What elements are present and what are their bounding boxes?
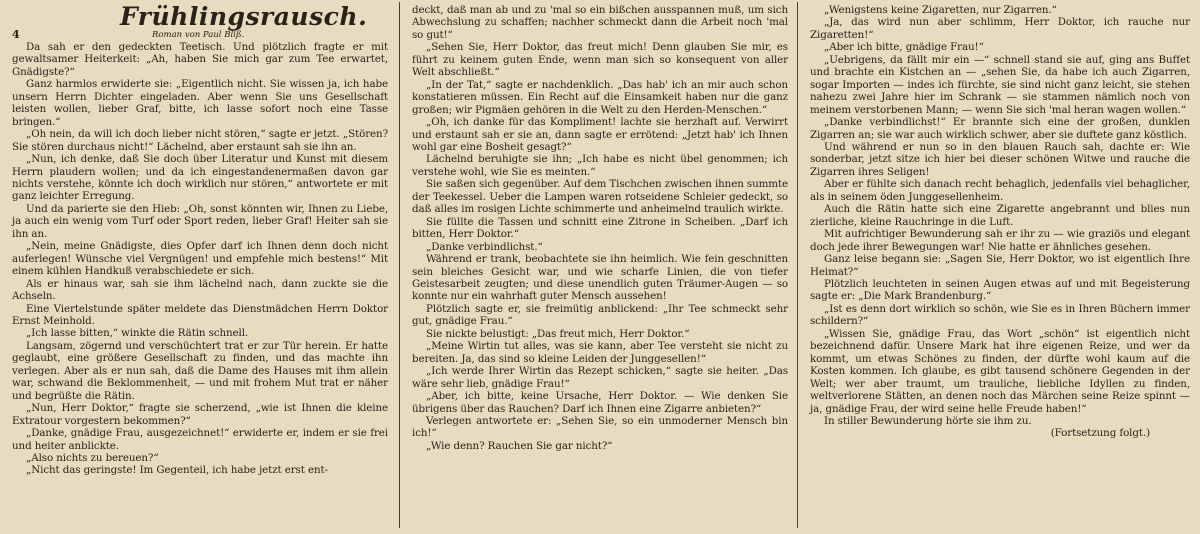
paragraph: „Nein, meine Gnädigste, dies Opfer darf ich Ihnen denn doch nicht auferlegen! Wünsche viel Vergnügen! und empfehle mich bestens!“ Mit einem kühlen Handkuß verabschiedete er sich. xyxy=(12,240,388,278)
paragraph: „Aber ich bitte, gnädige Frau!“ xyxy=(824,41,984,54)
paragraph: Ganz leise begann sie: „Sagen Sie, Herr Doktor, wo ist eigentlich Ihre Heimat?“ xyxy=(810,253,1190,278)
paragraph: Auch die Rätin hatte sich eine Zigarette angebrannt und blies nun zierliche, kleine Rauchringe in die Luft. xyxy=(810,203,1190,228)
paragraph: „Meine Wirtin tut alles, was sie kann, aber Tee versteht sie nicht zu bereiten. Ja, das sind so kleine Leiden der Junggesellen!“ xyxy=(412,340,788,365)
paragraph: „Wie denn? Rauchen Sie gar nicht?“ xyxy=(426,439,613,452)
column-2-text xyxy=(412,4,788,452)
paragraph: Lächelnd beruhigte sie ihn; „Ich habe es nicht übel genommen; ich verstehe wohl, wie Sie es meinten.“ xyxy=(412,153,788,178)
paragraph: In stiller Bewunderung hörte sie ihm zu. xyxy=(824,414,1032,427)
paragraph: „In der Tat,“ sagte er nachdenklich. „Das hab' ich an mir auch schon konstatieren müssen. Ein Recht auf die Einsamkeit haben nur die ganz großen; wir Pigmäen gehören in die Welt zu den Herden-Menschen.“ xyxy=(412,78,788,116)
paragraph: „Ist es denn dort wirklich so schön, wie Sie es in Ihren Büchern immer schildern?“ xyxy=(810,302,1190,328)
paragraph: „Ich werde Ihrer Wirtin das Rezept schicken,“ sagte sie heiter. „Das wäre sehr lieb, gnädige Frau!“ xyxy=(412,365,788,390)
paragraph: „Oh nein, da will ich doch lieber nicht stören,“ sagte er jetzt. „Stören? Sie stören durchaus nicht!“ Lächelnd, aber erstaunt sah sie ihn an. xyxy=(12,128,388,153)
paragraph: Und während er nun so in den blauen Rauch sah, dachte er: Wie sonderbar, jetzt sitze ich hier bei dieser schönen Witwe und rauche die Zigarren ihres Seligen! xyxy=(810,140,1190,178)
paragraph: „Aber, ich bitte, keine Ursache, Herr Doktor. — Wie denken Sie übrigens über das Rauchen? Darf ich Ihnen eine Zigarre anbieten?“ xyxy=(412,390,788,415)
paragraph: „Nun, Herr Doktor,“ fragte sie scherzend, „wie ist Ihnen die kleine Extratour vorgestern bekommen?“ xyxy=(12,402,388,427)
paragraph: „Nun, ich denke, daß Sie doch über Literatur und Kunst mit diesem Herrn plaudern wollen; und da ich eingestandenermaßen davon gar nichts verstehe, könnte ich doch wirklich nur stören,“ antwortete er mit ganz leichter Erregung. xyxy=(12,153,388,203)
page-marker: 4 xyxy=(12,28,20,41)
paragraph: „Danke verbindlichst.“ xyxy=(426,240,543,253)
column-2 xyxy=(400,0,798,534)
continuation-note: (Fortsetzung folgt.) xyxy=(1050,427,1150,440)
paragraph: Langsam, zögernd und verschüchtert trat er zur Tür herein. Er hatte geglaubt, eine größere Gesellschaft zu finden, und das machte ihn verlegen. Aber als er nun sah, daß die Dame des Hauses mit ihm allein war, schwand die Beklommenheit, — und mit frohem Mut trat er näher und begrüßte die Rätin. xyxy=(12,339,388,402)
article-title: Frühlingsrausch. xyxy=(120,2,368,31)
paragraph: Sie füllte die Tassen und schnitt eine Zitrone in Scheiben. „Darf ich bitten, Herr Doktor.“ xyxy=(412,215,788,241)
paragraph: Verlegen antwortete er: „Sehen Sie, so ein unmoderner Mensch bin ich!“ xyxy=(412,414,788,440)
paragraph: Aber er fühlte sich danach recht behaglich, jedenfalls viel behaglicher, als in seinem öden Junggesellenheim. xyxy=(810,178,1190,203)
paragraph: Plötzlich leuchteten in seinen Augen etwas auf und mit Begeisterung sagte er: „Die Mark Brandenburg.“ xyxy=(810,277,1190,303)
paragraph: Ganz harmlos erwiderte sie: „Eigentlich nicht. Sie wissen ja, ich habe unsern Herrn Dichter eingeladen. Aber wenn Sie uns Gesellschaft leisten wollen, lieber Graf, bitte, ich lasse sofort noch eine Tasse bringen.“ xyxy=(12,78,388,128)
paragraph: Sie saßen sich gegenüber. Auf dem Tischchen zwischen ihnen summte der Teekessel. Ueber die Lampen waren rotseidene Schleier gedeckt, so daß alles im rosigen Lichte schimmerte und anheimelnd traulich wirkte. xyxy=(412,178,788,216)
paragraph: deckt, daß man ab und zu 'mal so ein bißchen ausspannen muß, um sich Abwechslung zu schaffen; nachher schmeckt dann die Arbeit noch 'mal so gut!“ xyxy=(412,4,788,41)
article-byline: Roman von Paul Bliß. xyxy=(152,30,245,40)
paragraph: „Oh, ich danke für das Kompliment! lachte sie herzhaft auf. Verwirrt und erstaunt sah er sie an, dann sagte er errötend: „Jetzt hab' ich Ihnen wohl gar eine Bosheit gesagt?“ xyxy=(412,116,788,153)
paragraph: Da sah er den gedeckten Teetisch. Und plötzlich fragte er mit gewaltsamer Heiterkeit: „Ah, haben Sie mich gar zum Tee erwartet, Gnädigste?“ xyxy=(12,41,388,78)
paragraph: Mit aufrichtiger Bewunderung sah er ihr zu — wie graziös und elegant doch jede ihrer Bewegungen war! Nie hatte er ähnliches gesehen. xyxy=(810,228,1190,253)
paragraph: „Ich lasse bitten,“ winkte die Rätin schnell. xyxy=(26,327,249,340)
column-1 xyxy=(0,0,398,534)
paragraph: „Wissen Sie, gnädige Frau, das Wort „schön“ ist eigentlich nicht bezeichnend dafür. Unsere Mark hat ihre eigenen Reize, und wer da kommt, um etwas Schönes zu finden, der dürfte wohl kaum auf die Kosten kommen. Ich glaube, es gibt tausend schönere Gegenden in der Welt; wer aber traumt, um trauliche, liebliche Idyllen zu finden, weltverlorene Stätten, an denen noch das Märchen seine Reize spinnt — ja, gnädige Frau, der wird seine helle Freude haben!“ xyxy=(810,327,1190,415)
paragraph: „Nicht das geringste! Im Gegenteil, ich habe jetzt erst ent- xyxy=(26,464,328,477)
paragraph: Als er hinaus war, sah sie ihm lächelnd nach, dann zuckte sie die Achseln. xyxy=(12,277,388,303)
paragraph: Und da parierte sie den Hieb: „Oh, sonst könnten wir, Ihnen zu Liebe, ja auch ein wenig vom Turf oder Sport reden, lieber Graf! Heiter sah sie ihn an. xyxy=(12,202,388,240)
paragraph: „Ja, das wird nun aber schlimm, Herr Doktor, ich rauche nur Zigaretten!“ xyxy=(810,16,1190,41)
column-1-text xyxy=(12,41,388,477)
paragraph: „Also nichts zu bereuen?“ xyxy=(26,451,159,464)
paragraph: „Danke, gnädige Frau, ausgezeichnet!“ erwiderte er, indem er sie frei und heiter anblickte. xyxy=(12,427,388,452)
paragraph: „Sehen Sie, Herr Doktor, das freut mich! Denn glauben Sie mir, es führt zu keinem guten Ende, wenn man sich so konsequent von aller Welt abschließt.“ xyxy=(412,41,788,79)
paragraph: „Danke verbindlichst!“ Er brannte sich eine der großen, dunklen Zigarren an; sie war auch wirklich schwer, aber sie duftete ganz köstlich. xyxy=(810,116,1190,141)
paragraph: „Wenigstens keine Zigaretten, nur Zigarren.“ xyxy=(824,4,1057,16)
paragraph: „Uebrigens, da fällt mir ein —“ schnell stand sie auf, ging ans Buffet und brachte ein Kistchen an — „sehen Sie, da habe ich auch Zigarren, sogar Importen — indes ich fürchte, sie sind nicht ganz leicht, sie stehen nahezu zwei Jahre hier im Schrank — sie stammen nämlich noch von meinem verstorbenen Mann; — wenn Sie sich 'mal heran wagen wollen.“ xyxy=(810,53,1190,116)
column-3 xyxy=(798,0,1200,534)
paragraph: Während er trank, beobachtete sie ihn heimlich. Wie fein geschnitten sein bleiches Gesicht war, und wie scharfe Linien, die von tiefer Geistesarbeit zeugten; und diese unendlich guten Träumer-Augen — so konnte nur ein wahrhaft guter Mensch aussehen! xyxy=(412,253,788,303)
paragraph: Eine Viertelstunde später meldete das Dienstmädchen Herrn Doktor Ernst Meinhold. xyxy=(12,302,388,327)
paragraph: Sie nickte belustigt: „Das freut mich, Herr Doktor.“ xyxy=(426,327,690,340)
column-3-text xyxy=(810,4,1190,427)
paragraph: Plötzlich sagte er, sie freimütig anblickend: „Ihr Tee schmeckt sehr gut, gnädige Frau.“ xyxy=(412,302,788,328)
